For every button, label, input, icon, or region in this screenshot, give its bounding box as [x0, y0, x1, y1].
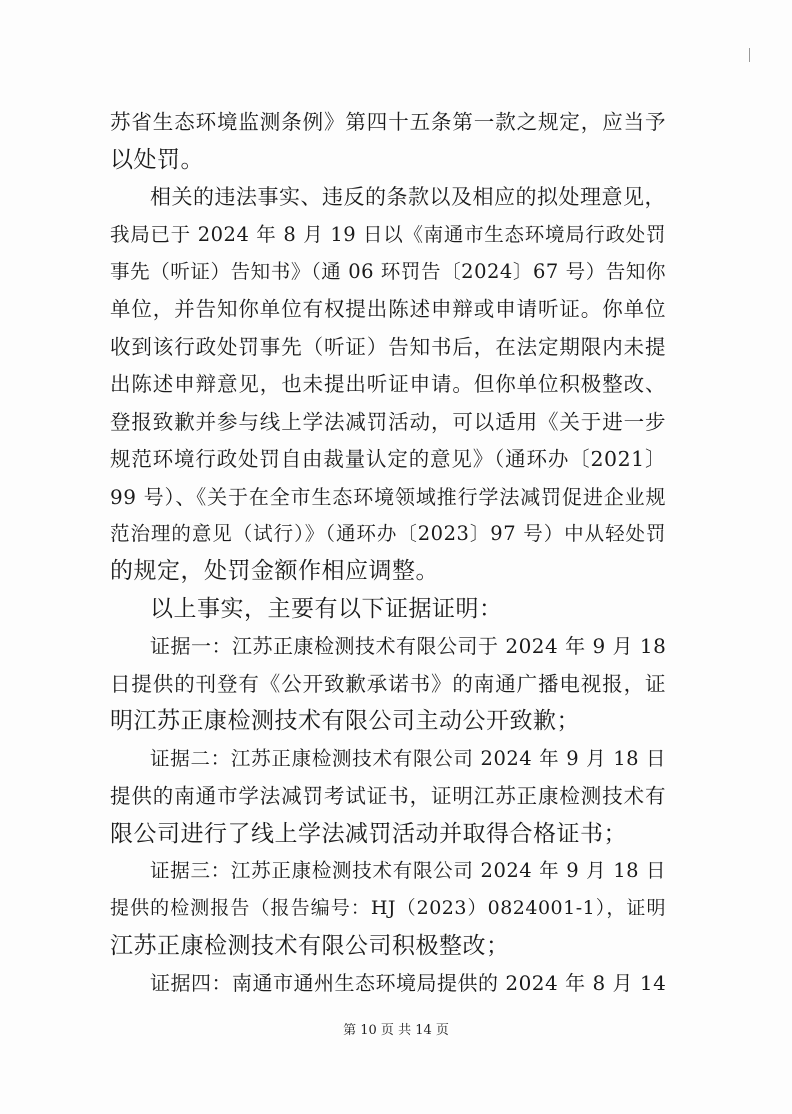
text-line: 登报致歉并参与线上学法减罚活动，可以适用《关于进一步 — [110, 410, 666, 434]
text-line: 99 号）、《关于在全市生态环境领域推行学法减罚促进企业规 — [110, 485, 666, 509]
text-line: 日提供的刊登有《公开致歉承诺书》的南通广播电视报，证 — [110, 672, 666, 696]
evidence-item: 证据一：江苏正康检测技术有限公司于 2024 年 9 月 18 — [150, 634, 667, 658]
text-line: 以处罚。 — [110, 147, 204, 173]
text-line: 事先（听证）告知书》（通 06 环罚告〔2024〕67 号）告知你 — [110, 260, 666, 283]
text-line: 提供的南通市学法减罚考试证书，证明江苏正康检测技术有 — [110, 784, 666, 808]
evidence-item: 证据二：江苏正康检测技术有限公司 2024 年 9 月 18 日 — [150, 747, 666, 770]
text-line: 范治理的意见（试行）》（通环办〔2023〕97 号）中从轻处罚 — [110, 522, 666, 545]
text-line: 收到该行政处罚事先（听证）告知书后，在法定期限内未提 — [110, 335, 666, 359]
text-line: 我局已于 2024 年 8 月 19 日以《南通市生态环境局行政处罚 — [110, 223, 666, 246]
text-line: 苏省生态环境监测条例》第四十五条第一款之规定，应当予 — [110, 110, 666, 134]
text-line: 出陈述申辩意见，也未提出听证申请。但你单位积极整改、 — [110, 372, 666, 396]
text-line: 的规定，处罚金额作相应调整。 — [110, 558, 439, 584]
text-line: 提供的检测报告（报告编号：HJ（2023）0824001-1），证明 — [110, 897, 666, 919]
evidence-item: 证据四：南通市通州生态环境局提供的 2024 年 8 月 14 — [150, 971, 667, 995]
text-line: 以上事实，主要有以下证据证明： — [150, 596, 503, 622]
text-line: 江苏正康检测技术有限公司积极整改； — [110, 933, 510, 959]
text-line: 单位，并告知你单位有权提出陈述申辩或申请听证。你单位 — [110, 297, 666, 321]
text-line: 相关的违法事实、违反的条款以及相应的拟处理意见， — [150, 185, 666, 209]
scan-edge-mark — [749, 48, 750, 62]
text-line: 规范环境行政处罚自由裁量认定的意见》（通环办〔2021〕 — [110, 447, 666, 471]
text-line: 明江苏正康检测技术有限公司主动公开致歉； — [110, 708, 580, 734]
text-line: 限公司进行了线上学法减罚活动并取得合格证书； — [110, 821, 627, 847]
page-number-footer: 第 10 页 共 14 页 — [343, 1023, 449, 1038]
evidence-item: 证据三：江苏正康检测技术有限公司 2024 年 9 月 18 日 — [150, 859, 666, 882]
